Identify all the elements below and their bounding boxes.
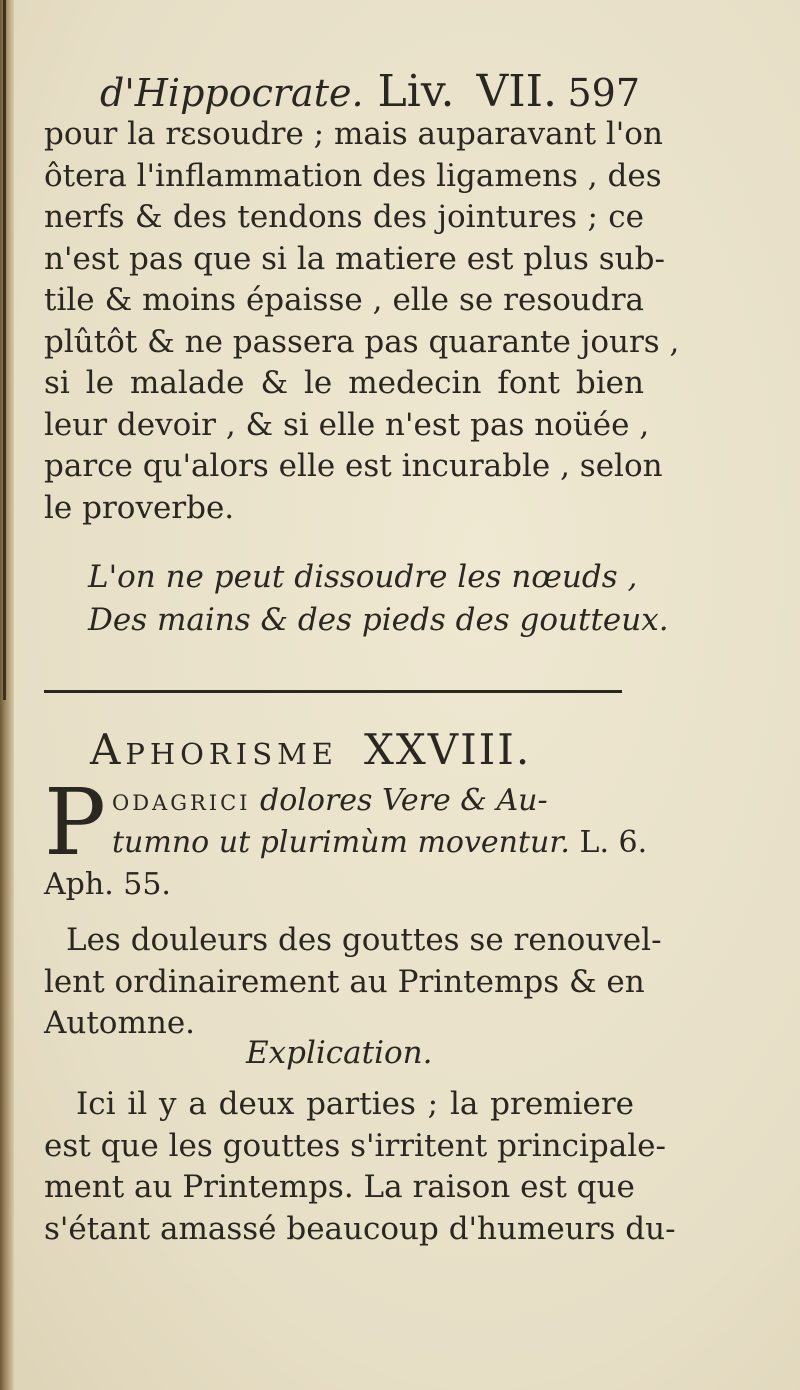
text-line: ment au Printemps. La raison est que: [44, 1169, 635, 1205]
translation-paragraph: [44, 920, 662, 1045]
text-line: ôtera l'inflammation des ligamens , des: [44, 157, 662, 194]
text-line: Automne.: [44, 1005, 196, 1041]
latin-line: [112, 822, 652, 864]
latin-italic: dolores Vere & Au-: [260, 783, 548, 818]
verse-line: Des mains & des pieds des goutteux.: [88, 602, 669, 638]
text-line: Ici il y a deux parties ; la premiere: [76, 1086, 634, 1122]
book-number: VII.: [476, 66, 557, 117]
text-line: s'étant amassé beaucoup d'humeurs du-: [44, 1210, 676, 1247]
text-line: n'est pas que si la matiere est plus sub-: [44, 240, 665, 277]
text-line: leur devoir , & si elle n'est pas noüée ,: [44, 406, 650, 443]
page-gutter: [0, 0, 14, 1390]
page-number: 597: [567, 71, 640, 115]
aphorism-number: XXVIII.: [363, 725, 532, 774]
text-line: lent ordinairement au Printemps & en: [44, 963, 645, 1000]
binding-edge: [3, 0, 6, 700]
explication-paragraph: [44, 1084, 676, 1250]
section-divider: [44, 690, 622, 693]
latin-italic: tumno ut plurimùm moventur.: [112, 825, 570, 860]
text-line: est que les gouttes s'irritent principale-: [44, 1127, 666, 1164]
text-line: parce qu'alors elle est incurable , selon: [44, 448, 663, 484]
text-line: si le malade & le medecin font bien: [44, 365, 644, 401]
aphorism-heading: [90, 722, 590, 778]
running-title: d'Hippocrate.: [100, 71, 364, 115]
aphorism-label: Aphorisme: [90, 725, 338, 774]
proverb-verse: [88, 556, 669, 642]
verse-line: L'on ne peut dissoudre les nœuds ,: [88, 559, 638, 595]
text-line: plûtôt & ne passera pas quarante jours ,: [44, 323, 680, 360]
paragraph-continuation: [44, 114, 680, 529]
text-line: nerfs & des tendons des jointures ; ce: [44, 199, 644, 235]
latin-reference: L. 6.: [579, 825, 648, 860]
explication-heading: Explication.: [246, 1035, 433, 1071]
text-line: tile & moins épaisse , elle se resoudra: [44, 282, 644, 318]
latin-line: [112, 780, 652, 822]
text-line: le proverbe.: [44, 489, 235, 526]
text-line: Les douleurs des gouttes se renouvel-: [66, 922, 662, 958]
drop-cap: P: [44, 769, 106, 876]
aphorism-reference: Aph. 55.: [44, 867, 171, 902]
book-label: Liv.: [377, 66, 455, 117]
text-line: pour la rεsoudre ; mais auparavant l'on: [44, 116, 663, 152]
latin-smallcaps: odagrici: [112, 783, 251, 818]
